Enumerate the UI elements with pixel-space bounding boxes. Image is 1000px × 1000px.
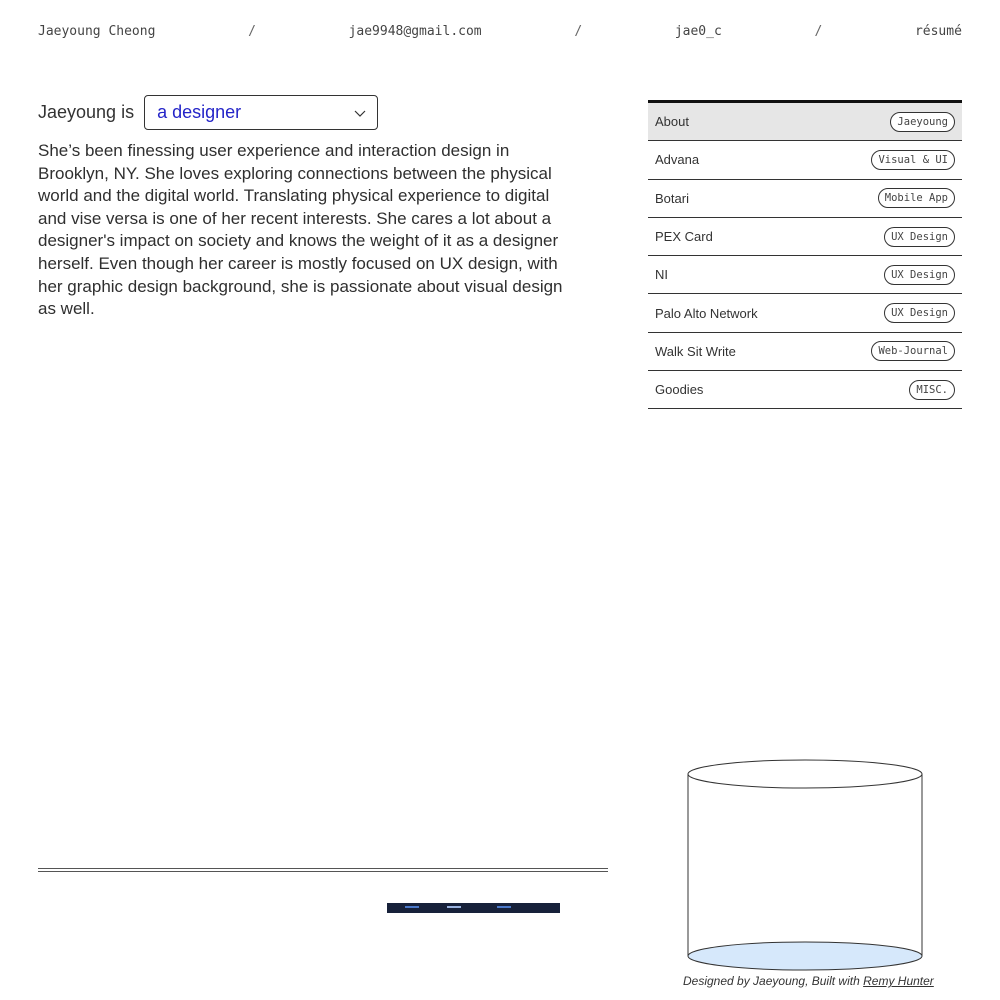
project-item[interactable]	[648, 103, 962, 141]
project-tag: MISC.	[909, 380, 955, 400]
project-item[interactable]	[648, 371, 962, 409]
cylinder-illustration	[686, 758, 924, 974]
project-item[interactable]	[648, 294, 962, 332]
intro-label: Jaeyoung is	[38, 102, 135, 122]
divider	[38, 868, 608, 872]
project-item[interactable]	[648, 218, 962, 256]
project-list	[648, 100, 962, 409]
project-item[interactable]	[648, 256, 962, 294]
project-name: About	[655, 114, 689, 130]
project-name: Botari	[655, 190, 689, 206]
nav-separator: /	[814, 23, 823, 39]
project-item[interactable]	[648, 333, 962, 371]
intro-line	[38, 95, 378, 130]
nav-separator: /	[248, 23, 256, 39]
project-item[interactable]	[648, 141, 962, 179]
project-tag: Jaeyoung	[890, 112, 955, 132]
bio-paragraph: She’s been finessing user experience and interaction design in Brooklyn, NY. She loves exploring connections between the physical world and the digital world. Translating physical experience to digital and vise versa is one of her recent interests. She cares a lot about a designer's impact on society and knows the weight of it as a designer herself. Even though her career is mostly focused on UX design, with her graphic design background, she is passionate about visual design as well.	[38, 141, 563, 319]
project-tag: Web-Journal	[871, 341, 955, 361]
cylinder-top	[688, 760, 922, 788]
project-name: PEX Card	[655, 229, 713, 245]
project-tag: UX Design	[884, 303, 955, 323]
project-name: Advana	[655, 152, 700, 168]
project-tag: UX Design	[884, 265, 955, 285]
role-dropdown[interactable]	[144, 95, 378, 130]
thumbnail-icon	[447, 906, 461, 913]
nav-separator: /	[574, 23, 583, 39]
footer-credit	[683, 974, 943, 988]
resume-link[interactable]: résumé	[914, 23, 962, 39]
top-nav	[38, 22, 962, 40]
chevron-down-icon	[353, 106, 367, 120]
name-link[interactable]: Jaeyoung Cheong	[38, 23, 156, 39]
project-tag: UX Design	[884, 227, 955, 247]
project-name: Walk Sit Write	[655, 343, 736, 359]
project-name: NI	[655, 267, 668, 283]
footer-text: Designed by Jaeyoung, Built with	[683, 974, 864, 988]
email-link[interactable]: jae9948@gmail.com	[348, 23, 482, 39]
project-item[interactable]	[648, 180, 962, 218]
footer-link[interactable]: Remy Hunter	[863, 974, 934, 988]
project-tag: Visual & UI	[871, 150, 955, 170]
thumbnail-strip[interactable]	[387, 903, 560, 913]
cylinder-liquid	[688, 942, 922, 970]
project-tag: Mobile App	[878, 188, 955, 208]
project-name: Goodies	[655, 382, 704, 398]
handle-link[interactable]: jae0_c	[674, 23, 722, 39]
thumbnail-icon	[497, 906, 511, 913]
thumbnail-icon	[405, 906, 419, 913]
project-name: Palo Alto Network	[655, 305, 758, 321]
role-selected-value: a designer	[157, 102, 242, 122]
